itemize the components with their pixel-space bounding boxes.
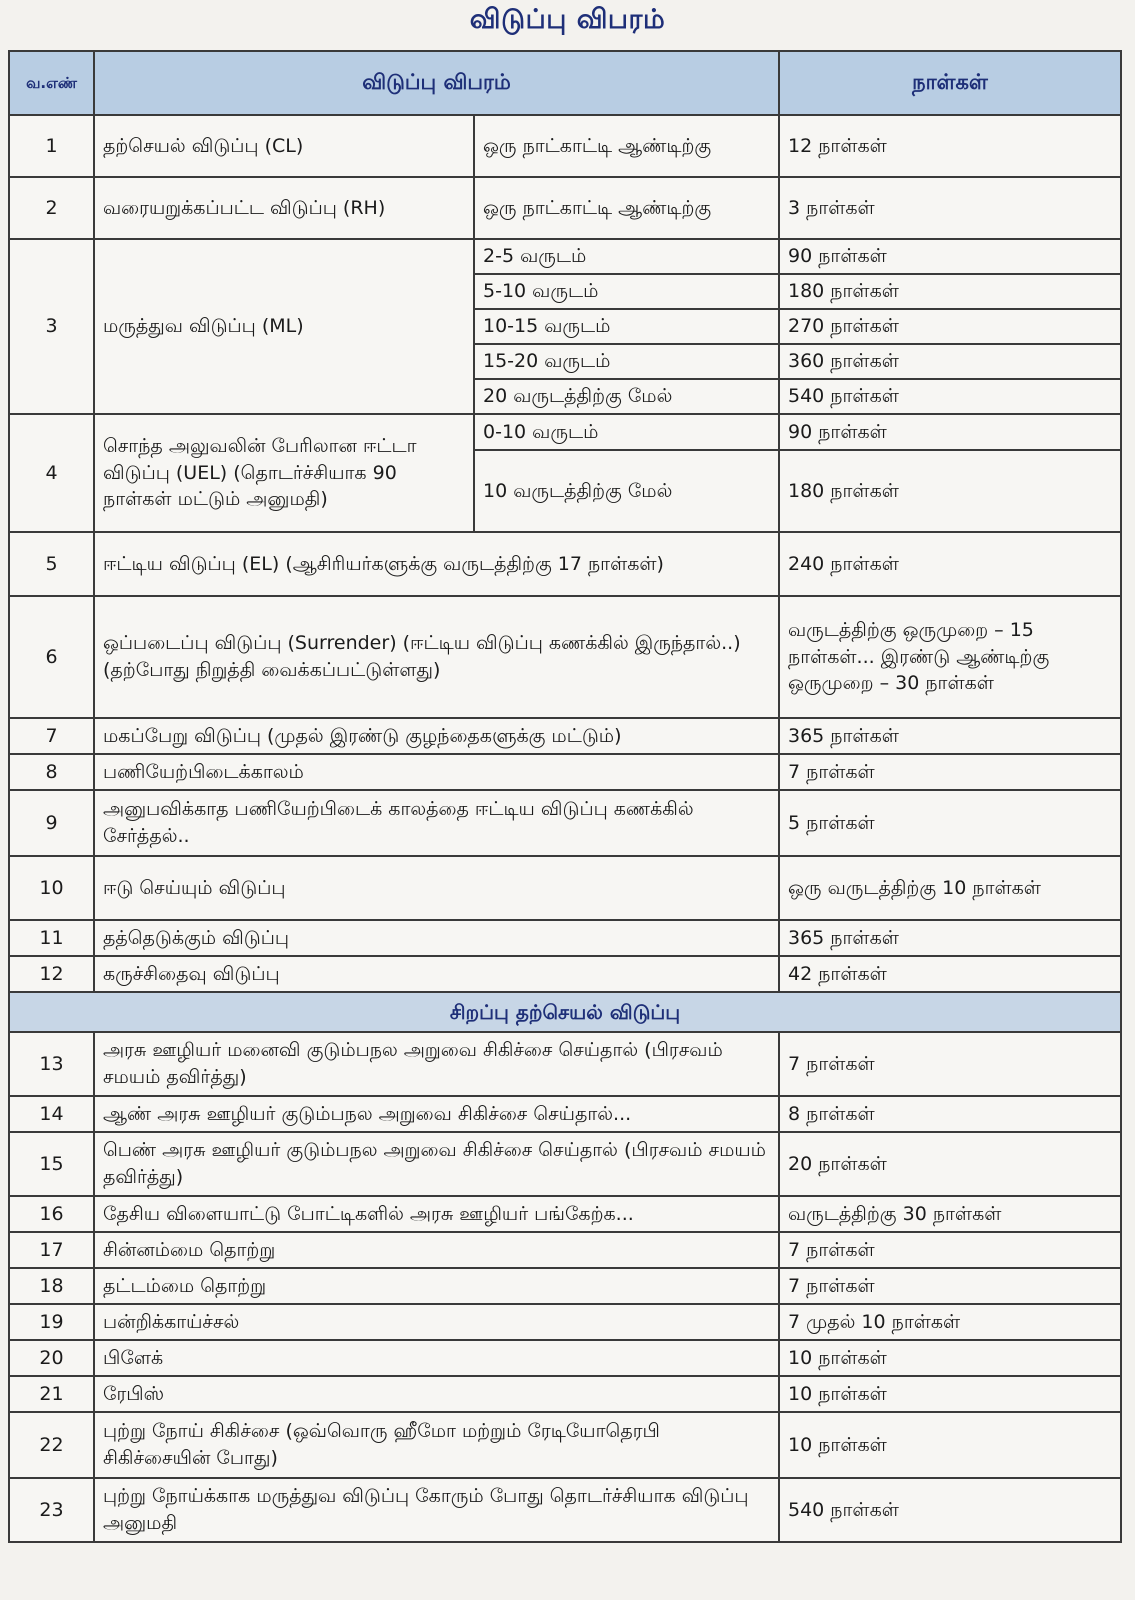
leave-days: 7 நாள்கள் xyxy=(779,1032,1121,1096)
leave-days: 180 நாள்கள் xyxy=(779,274,1121,309)
leave-type: வரையறுக்கப்பட்ட விடுப்பு (RH) xyxy=(94,177,474,239)
leave-days: 365 நாள்கள் xyxy=(779,718,1121,754)
row-number: 18 xyxy=(9,1268,94,1304)
leave-type: தட்டம்மை தொற்று xyxy=(94,1268,779,1304)
row-number: 16 xyxy=(9,1196,94,1232)
table-row xyxy=(9,414,1121,450)
page-title: விடுப்பு விபரம் xyxy=(469,4,666,35)
leave-type: ஈடு செய்யும் விடுப்பு xyxy=(94,856,779,920)
table-row xyxy=(9,1132,1121,1196)
leave-days: வருடத்திற்கு 30 நாள்கள் xyxy=(779,1196,1121,1232)
table-row xyxy=(9,718,1121,754)
service-period: 15-20 வருடம் xyxy=(474,344,779,379)
row-number: 7 xyxy=(9,718,94,754)
leave-type: மருத்துவ விடுப்பு (ML) xyxy=(94,239,474,414)
leave-table xyxy=(8,50,1122,1543)
row-number: 3 xyxy=(9,239,94,414)
leave-days: 10 நாள்கள் xyxy=(779,1340,1121,1376)
table-row xyxy=(9,115,1121,177)
table-row xyxy=(9,754,1121,790)
leave-type: ஆண் அரசு ஊழியர் குடும்பநல அறுவை சிகிச்சை செய்தால்... xyxy=(94,1096,779,1132)
table-row xyxy=(9,239,1121,274)
row-number: 8 xyxy=(9,754,94,790)
row-number: 5 xyxy=(9,532,94,596)
leave-type: பன்றிக்காய்ச்சல் xyxy=(94,1304,779,1340)
leave-days: 360 நாள்கள் xyxy=(779,344,1121,379)
leave-days: 7 நாள்கள் xyxy=(779,1232,1121,1268)
header-details: விடுப்பு விபரம் xyxy=(94,51,779,115)
leave-type: புற்று நோய்க்காக மருத்துவ விடுப்பு கோரும் போது தொடர்ச்சியாக விடுப்பு அனுமதி xyxy=(94,1478,779,1542)
service-period: 2-5 வருடம் xyxy=(474,239,779,274)
leave-days: 365 நாள்கள் xyxy=(779,920,1121,956)
table-row xyxy=(9,1340,1121,1376)
row-number: 12 xyxy=(9,956,94,992)
service-period: 5-10 வருடம் xyxy=(474,274,779,309)
table-row xyxy=(9,1376,1121,1412)
row-number: 1 xyxy=(9,115,94,177)
leave-days: ஒரு வருடத்திற்கு 10 நாள்கள் xyxy=(779,856,1121,920)
row-number: 10 xyxy=(9,856,94,920)
table-row xyxy=(9,1096,1121,1132)
leave-type: ஈட்டிய விடுப்பு (EL) (ஆசிரியர்களுக்கு வருடத்திற்கு 17 நாள்கள்) xyxy=(94,532,779,596)
table-row xyxy=(9,1032,1121,1096)
section-title: சிறப்பு தற்செயல் விடுப்பு xyxy=(9,992,1121,1032)
leave-days: 8 நாள்கள் xyxy=(779,1096,1121,1132)
leave-type: பணியேற்பிடைக்காலம் xyxy=(94,754,779,790)
section-row xyxy=(9,992,1121,1032)
leave-days: 3 நாள்கள் xyxy=(779,177,1121,239)
leave-days: 540 நாள்கள் xyxy=(779,1478,1121,1542)
leave-type: சின்னம்மை தொற்று xyxy=(94,1232,779,1268)
table-row xyxy=(9,790,1121,856)
row-number: 19 xyxy=(9,1304,94,1340)
table-row xyxy=(9,1232,1121,1268)
row-number: 13 xyxy=(9,1032,94,1096)
header-sno: வ.எண் xyxy=(9,51,94,115)
leave-type: மகப்பேறு விடுப்பு (முதல் இரண்டு குழந்தைகளுக்கு மட்டும்) xyxy=(94,718,779,754)
table-row xyxy=(9,1196,1121,1232)
table-row xyxy=(9,596,1121,718)
leave-days: 5 நாள்கள் xyxy=(779,790,1121,856)
table-header-row xyxy=(9,51,1121,115)
table-row xyxy=(9,1412,1121,1478)
leave-days: 90 நாள்கள் xyxy=(779,414,1121,450)
leave-type: தேசிய விளையாட்டு போட்டிகளில் அரசு ஊழியர் பங்கேற்க... xyxy=(94,1196,779,1232)
table-row xyxy=(9,1478,1121,1542)
leave-days: 540 நாள்கள் xyxy=(779,379,1121,414)
leave-days: 180 நாள்கள் xyxy=(779,450,1121,532)
leave-days: 7 நாள்கள் xyxy=(779,1268,1121,1304)
table-row xyxy=(9,920,1121,956)
leave-condition: ஒரு நாட்காட்டி ஆண்டிற்கு xyxy=(474,115,779,177)
row-number: 15 xyxy=(9,1132,94,1196)
row-number: 22 xyxy=(9,1412,94,1478)
table-row xyxy=(9,177,1121,239)
leave-type: தத்தெடுக்கும் விடுப்பு xyxy=(94,920,779,956)
leave-days: 10 நாள்கள் xyxy=(779,1412,1121,1478)
leave-days: 10 நாள்கள் xyxy=(779,1376,1121,1412)
leave-days: 7 முதல் 10 நாள்கள் xyxy=(779,1304,1121,1340)
leave-days: 20 நாள்கள் xyxy=(779,1132,1121,1196)
row-number: 23 xyxy=(9,1478,94,1542)
leave-days: 42 நாள்கள் xyxy=(779,956,1121,992)
row-number: 6 xyxy=(9,596,94,718)
leave-days: 240 நாள்கள் xyxy=(779,532,1121,596)
row-number: 14 xyxy=(9,1096,94,1132)
table-row xyxy=(9,956,1121,992)
table-row xyxy=(9,1268,1121,1304)
service-period: 10-15 வருடம் xyxy=(474,309,779,344)
service-period: 10 வருடத்திற்கு மேல் xyxy=(474,450,779,532)
service-period: 20 வருடத்திற்கு மேல் xyxy=(474,379,779,414)
leave-type: ரேபிஸ் xyxy=(94,1376,779,1412)
row-number: 9 xyxy=(9,790,94,856)
leave-type: தற்செயல் விடுப்பு (CL) xyxy=(94,115,474,177)
row-number: 4 xyxy=(9,414,94,532)
service-period: 0-10 வருடம் xyxy=(474,414,779,450)
leave-type: சொந்த அலுவலின் பேரிலான ஈட்டா விடுப்பு (UEL) (தொடர்ச்சியாக 90 நாள்கள் மட்டும் அனுமதி) xyxy=(94,414,474,532)
leave-condition: ஒரு நாட்காட்டி ஆண்டிற்கு xyxy=(474,177,779,239)
row-number: 2 xyxy=(9,177,94,239)
leave-type: கருச்சிதைவு விடுப்பு xyxy=(94,956,779,992)
table-row xyxy=(9,856,1121,920)
leave-days: 7 நாள்கள் xyxy=(779,754,1121,790)
row-number: 21 xyxy=(9,1376,94,1412)
leave-days: 270 நாள்கள் xyxy=(779,309,1121,344)
leave-type: புற்று நோய் சிகிச்சை (ஒவ்வொரு ஹீமோ மற்றும் ரேடியோதெரபி சிகிச்சையின் போது) xyxy=(94,1412,779,1478)
header-days: நாள்கள் xyxy=(779,51,1121,115)
row-number: 20 xyxy=(9,1340,94,1376)
leave-days: 12 நாள்கள் xyxy=(779,115,1121,177)
leave-type: பிளேக் xyxy=(94,1340,779,1376)
leave-type: அரசு ஊழியர் மனைவி குடும்பநல அறுவை சிகிச்சை செய்தால் (பிரசவம் சமயம் தவிர்த்து) xyxy=(94,1032,779,1096)
row-number: 11 xyxy=(9,920,94,956)
table-row xyxy=(9,532,1121,596)
row-number: 17 xyxy=(9,1232,94,1268)
leave-days: 90 நாள்கள் xyxy=(779,239,1121,274)
leave-type: பெண் அரசு ஊழியர் குடும்பநல அறுவை சிகிச்சை செய்தால் (பிரசவம் சமயம் தவிர்த்து) xyxy=(94,1132,779,1196)
leave-type: அனுபவிக்காத பணியேற்பிடைக் காலத்தை ஈட்டிய விடுப்பு கணக்கில் சேர்த்தல்.. xyxy=(94,790,779,856)
table-row xyxy=(9,1304,1121,1340)
leave-days: வருடத்திற்கு ஒருமுறை – 15 நாள்கள்... இரண்டு ஆண்டிற்கு ஒருமுறை – 30 நாள்கள் xyxy=(779,596,1121,718)
leave-type: ஒப்படைப்பு விடுப்பு (Surrender) (ஈட்டிய விடுப்பு கணக்கில் இருந்தால்..) (தற்போது நிறுத்தி வைக்கப்பட்டுள்ளது) xyxy=(94,596,779,718)
